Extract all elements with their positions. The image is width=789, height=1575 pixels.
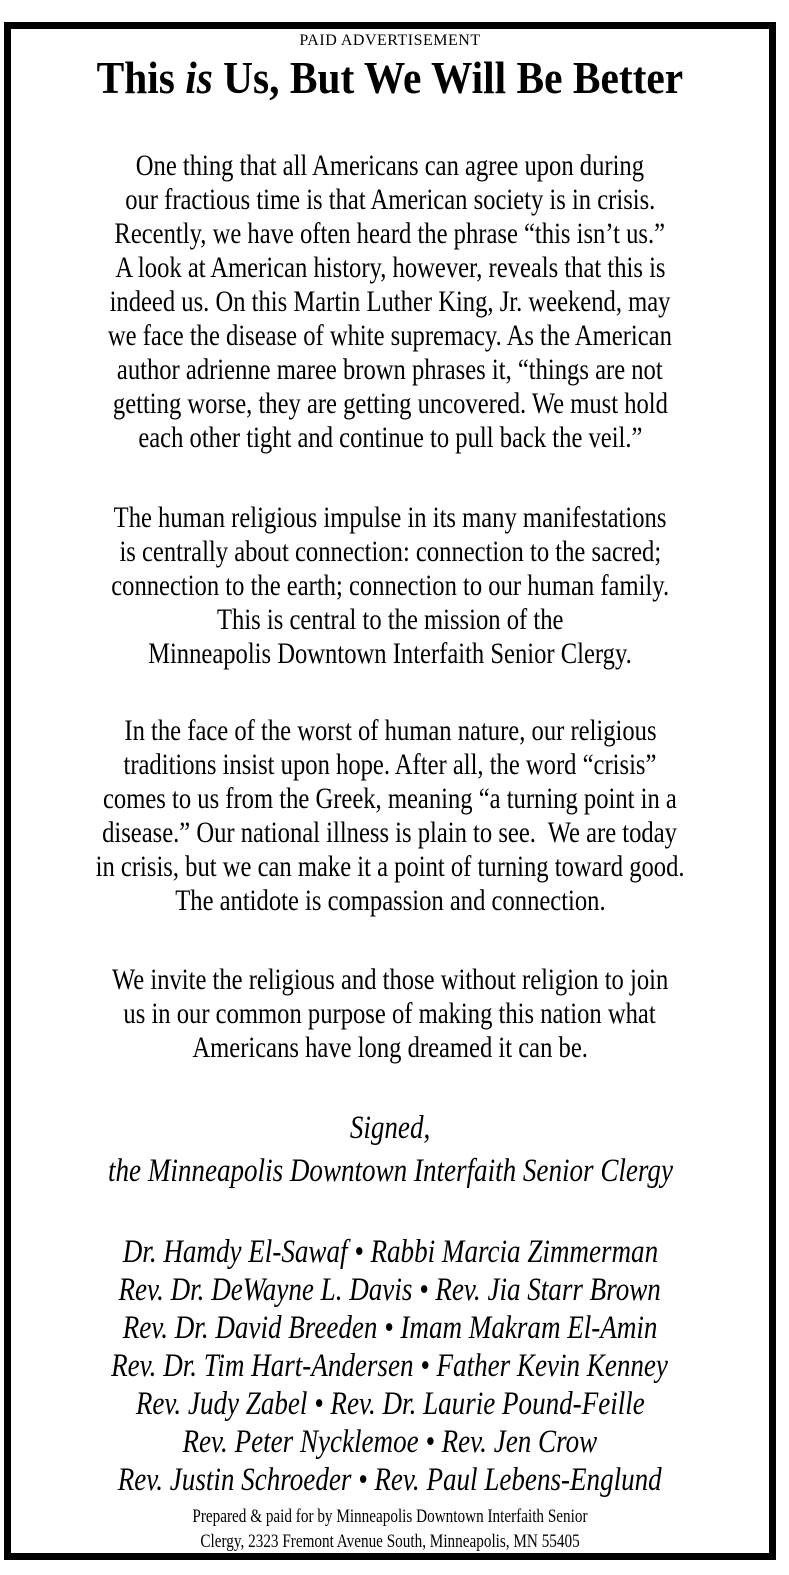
ad-border-frame bbox=[4, 22, 776, 1560]
footer-line: Clergy, 2323 Fremont Avenue South, Minneapolis, MN 55405 bbox=[200, 1531, 580, 1552]
body-line: in crisis, but we can make it a point of turning toward good. bbox=[95, 850, 685, 883]
body-line: One thing that all Americans can agree upon during bbox=[135, 149, 645, 182]
signatory-line: Rev. Dr. David Breeden • Imam Makram El-Amin bbox=[122, 1310, 658, 1346]
body-line: is centrally about connection: connection to the sacred; bbox=[119, 535, 661, 568]
body-line: We invite the religious and those without religion to join bbox=[111, 963, 669, 996]
body-paragraph-4 bbox=[51, 963, 729, 1065]
body-line: Americans have long dreamed it can be. bbox=[192, 1031, 588, 1064]
body-line: comes to us from the Greek, meaning “a turning point in a bbox=[103, 782, 677, 815]
body-line: In the face of the worst of human nature, our religious bbox=[123, 714, 657, 747]
signed-attribution: the Minneapolis Downtown Interfaith Senior Clergy bbox=[107, 1153, 673, 1189]
body-line: our fractious time is that American society is in crisis. bbox=[124, 183, 656, 216]
body-line: indeed us. On this Martin Luther King, Jr. weekend, may bbox=[109, 285, 671, 318]
signatory-line: Rev. Justin Schroeder • Rev. Paul Lebens-Englund bbox=[117, 1462, 662, 1498]
body-line: we face the disease of white supremacy. As the American bbox=[107, 319, 672, 352]
body-line: disease.” Our national illness is plain to see. We are today bbox=[102, 816, 678, 849]
body-line: Recently, we have often heard the phrase “this isn’t us.” bbox=[114, 217, 666, 250]
signatory-line: Rev. Judy Zabel • Rev. Dr. Laurie Pound-Feille bbox=[135, 1386, 645, 1422]
signatories-block bbox=[50, 1233, 729, 1499]
body-line: A look at American history, however, reveals that this is bbox=[114, 251, 666, 284]
body-line: The antidote is compassion and connection. bbox=[174, 884, 606, 917]
signatory-line: Rev. Dr. Tim Hart-Andersen • Father Kevin Kenney bbox=[111, 1348, 669, 1384]
ad-title-rest: Us, But We Will Be Better bbox=[212, 52, 684, 103]
body-line: connection to the earth; connection to our human family. bbox=[111, 569, 669, 602]
signatory-line: Rev. Peter Nycklemoe • Rev. Jen Crow bbox=[182, 1424, 598, 1460]
ad-title-emphasis: is bbox=[185, 52, 213, 103]
signatory-line: Rev. Dr. DeWayne L. Davis • Rev. Jia Starr Brown bbox=[118, 1272, 662, 1308]
body-paragraph-2 bbox=[50, 501, 730, 671]
signed-block bbox=[46, 1107, 735, 1193]
body-line: traditions insist upon hope. After all, the word “crisis” bbox=[123, 748, 657, 781]
signed-label: Signed, bbox=[349, 1110, 431, 1146]
body-line: The human religious impulse in its many manifestations bbox=[113, 501, 667, 534]
body-paragraph-3 bbox=[31, 714, 749, 918]
paid-advertisement-label: PAID ADVERTISEMENT bbox=[299, 32, 481, 49]
ad-title-lead: This bbox=[96, 52, 186, 103]
signatory-line: Dr. Hamdy El-Sawaf • Rabbi Marcia Zimmerman bbox=[122, 1234, 658, 1270]
body-line: us in our common purpose of making this nation what bbox=[123, 997, 657, 1030]
body-line: each other tight and continue to pull back the veil.” bbox=[137, 421, 643, 454]
body-line: This is central to the mission of the bbox=[216, 603, 564, 636]
body-line: getting worse, they are getting uncovered. We must hold bbox=[112, 387, 668, 420]
body-paragraph-1 bbox=[46, 149, 734, 455]
footer-line: Prepared & paid for by Minneapolis Downtown Interfaith Senior bbox=[192, 1506, 588, 1527]
body-line: Minneapolis Downtown Interfaith Senior Clergy. bbox=[148, 637, 632, 670]
body-line: author adrienne maree brown phrases it, “things are not bbox=[117, 353, 663, 386]
ad-title bbox=[97, 51, 684, 105]
footer-block bbox=[143, 1504, 637, 1554]
